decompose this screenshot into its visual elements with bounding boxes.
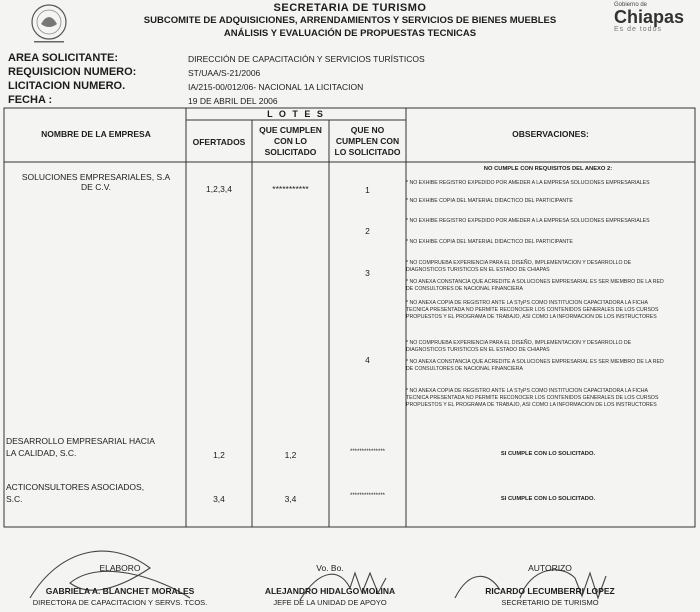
signature-1-title: ELABORO xyxy=(99,563,141,573)
header-subtitle: SUBCOMITE DE ADQUISICIONES, ARRENDAMIENTOS Y SERVICIOS DE BIENES MUEBLES xyxy=(143,15,557,26)
cumplen-value: 1,2 xyxy=(284,450,297,460)
table-row-empresa xyxy=(6,482,184,504)
obs-item: * NO EXHIBE COPIA DEL MATERIAL DIDACTICO DEL PARTICIPANTE xyxy=(406,198,573,204)
licitacion-label: LICITACION NUMERO. xyxy=(8,80,126,92)
col-header-nocumplen-2: CUMPLEN CON xyxy=(335,136,400,146)
col-header-observaciones: OBSERVACIONES: xyxy=(512,129,589,139)
obs-item: * NO ANEXA CONSTANCIA QUE ACREDITE A SOLUCIONES EMPRESARIAL ES SER MIEMBRO DE LA RED DE CONSULTORES DE NACIONAL FINANCIERA xyxy=(406,359,664,372)
obs-heading: NO CUMPLE CON REQUISITOS DEL ANEXO 2: xyxy=(483,166,613,172)
cumplen-value: *********** xyxy=(272,184,309,194)
signature-2-name: ALEJANDRO HIDALGO MOLINA xyxy=(264,586,396,596)
empresa-name-line1: ACTICONSULTORES ASOCIADOS, xyxy=(6,482,145,492)
signature-1-name: GABRIELA A. BLANCHET MORALES xyxy=(45,586,195,596)
logo-small-text: Gobierno de xyxy=(614,2,648,8)
lote-no-cumple-3: 3 xyxy=(365,268,370,278)
signature-2-title: Vo. Bo. xyxy=(316,563,344,573)
header-subtitle-2: ANÁLISIS Y EVALUACIÓN DE PROPUESTAS TECNICAS xyxy=(223,28,477,39)
empresa-name-line1: DESARROLLO EMPRESARIAL HACIA xyxy=(6,436,155,446)
obs-item: * NO EXHIBE REGISTRO EXPEDIDO POR AMEDER A LA EMPRESA SOLUCIONES EMPRESARIALES xyxy=(406,180,650,186)
obs-item: * NO ANEXA CONSTANCIA QUE ACREDITE A SOLUCIONES EMPRESARIAL ES SER MIEMBRO DE LA RED DE CONSULTORES DE NACIONAL FINANCIERA xyxy=(406,279,664,292)
table-row-empresa xyxy=(8,172,184,192)
no-cumplen-value: *************** xyxy=(349,449,386,455)
col-header-no-cumplen xyxy=(329,125,406,158)
signature-3-title: AUTORIZO xyxy=(528,563,572,573)
obs-item: * NO EXHIBE COPIA DEL MATERIAL DIDACTICO DEL PARTICIPANTE xyxy=(406,239,573,245)
ofertados-value: 1,2,3,4 xyxy=(206,184,232,194)
requisicion-value: ST/UAA/S-21/2006 xyxy=(188,68,261,78)
col-header-cumplen-2: CON LO xyxy=(273,136,308,146)
no-cumplen-value: *************** xyxy=(349,493,386,499)
logo-sub-text: Es de todos xyxy=(614,26,662,33)
empresa-name-line2: S.C. xyxy=(6,494,23,504)
ofertados-value: 1,2 xyxy=(213,450,225,460)
signature-3-position: SECRETARIO DE TURISMO xyxy=(501,598,599,607)
cumplen-value: 3,4 xyxy=(284,494,297,504)
obs-item: * NO ANEXA COPIA DE REGISTRO ANTE LA STyPS COMO INSTITUCION CAPACITADORA LA FICHA TECNICA PRESENTADA NO PERMITE RECONOCER LOS CONTENIDOS GENERALES DE LOS CURSOS PROPUESTOS Y EL PROGRAMA DE TRABAJO, ASI COMO LA INFORMACION DE LOS INSTRUCTORES xyxy=(406,388,659,408)
col-header-empresa: NOMBRE DE LA EMPRESA xyxy=(41,129,151,139)
requisicion-label: REQUISICION NUMERO: xyxy=(8,66,137,78)
col-header-ofertados: OFERTADOS xyxy=(192,137,246,147)
col-header-cumplen-3: SOLICITADO xyxy=(264,147,317,157)
empresa-name-line2: DE C.V. xyxy=(81,182,111,192)
area-value: DIRECCIÓN DE CAPACITACIÓN Y SERVICIOS TURÍSTICOS xyxy=(188,54,425,64)
empresa-name-line1: SOLUCIONES EMPRESARIALES, S.A xyxy=(21,172,171,182)
col-header-nocumplen-3: LO SOLICITADO xyxy=(334,147,401,157)
col-header-cumplen xyxy=(252,125,329,158)
col-header-cumplen-1: QUE CUMPLEN xyxy=(259,125,322,135)
signature-2-position: JEFE DE LA UNIDAD DE APOYO xyxy=(273,598,387,607)
fecha-value: 19 DE ABRIL DEL 2006 xyxy=(188,96,278,106)
licitacion-value: IA/215-00/012/06- NACIONAL 1A LICITACION xyxy=(188,82,364,92)
obs-cumple: SI CUMPLE CON LO SOLICITADO. xyxy=(500,496,596,502)
obs-item: * NO EXHIBE REGISTRO EXPEDIDO POR AMEDER A LA EMPRESA SOLUCIONES EMPRESARIALES xyxy=(406,218,650,224)
ofertados-value: 3,4 xyxy=(213,494,225,504)
fecha-label: FECHA : xyxy=(8,94,53,106)
header-title: SECRETARIA DE TURISMO xyxy=(273,2,427,14)
area-label: AREA SOLICITANTE: xyxy=(8,52,118,64)
lote-no-cumple-4: 4 xyxy=(365,355,370,365)
col-header-lotes: L O T E S xyxy=(267,109,325,119)
obs-item: * NO ANEXA COPIA DE REGISTRO ANTE LA STyPS COMO INSTITUCION CAPACITADORA LA FICHA TECNICA PRESENTADA NO PERMITE RECONOCER LOS CONTENIDOS GENERALES DE LOS CURSOS PROPUESTOS Y EL PROGRAMA DE TRABAJO, ASI COMO LA INFORMACION DE LOS INSTRUCTORES xyxy=(406,300,659,320)
table-row-empresa xyxy=(6,436,184,458)
lote-no-cumple-2: 2 xyxy=(365,226,370,236)
obs-item: * NO COMPRUEBA EXPERIENCIA PARA EL DISEÑO, IMPLEMENTACION Y DESARROLLO DE DIAGNOSTICOS TURISTICOS EN EL ESTADO DE CHIAPAS xyxy=(406,260,632,273)
obs-item: * NO COMPRUEBA EXPERIENCIA PARA EL DISEÑO, IMPLEMENTACION Y DESARROLLO DE DIAGNOSTICOS TURISTICOS EN EL ESTADO DE CHIAPAS xyxy=(406,340,632,353)
empresa-name-line2: LA CALIDAD, S.C. xyxy=(6,448,77,458)
signature-3-name: RICARDO LECUMBERRI LOPEZ xyxy=(485,586,615,596)
col-header-nocumplen-1: QUE NO xyxy=(350,125,385,135)
signature-1-position: DIRECTORA DE CAPACITACION Y SERVS. TCOS. xyxy=(32,598,208,607)
obs-cumple: SI CUMPLE CON LO SOLICITADO. xyxy=(500,451,596,457)
logo-main-text: Chiapas xyxy=(614,7,685,27)
lote-no-cumple-1: 1 xyxy=(365,185,370,195)
